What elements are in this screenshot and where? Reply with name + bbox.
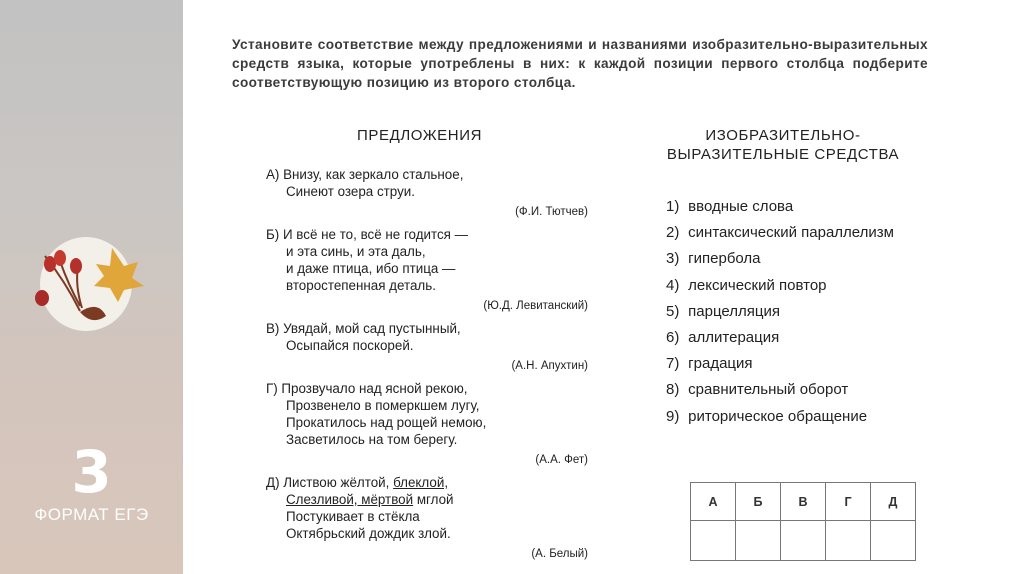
sentence-text: Д) Листвою жёлтой, (266, 475, 394, 490)
means-item (666, 248, 894, 274)
sentence-text: мглой (413, 492, 454, 507)
means-label: аллитерация (688, 328, 780, 346)
means-item (666, 196, 894, 222)
sentence-a (266, 166, 588, 220)
answer-header-cell: Д (871, 483, 916, 521)
sentence-line: В) Увядай, мой сад пустынный, (266, 321, 461, 336)
sidebar (0, 0, 183, 574)
sentence-line: и эта синь, и эта даль, (286, 244, 426, 259)
sentence-author: (Ф.И. Тютчев) (515, 206, 588, 218)
sentence-author: (Ю.Д. Левитанский) (483, 300, 588, 312)
sentences-heading: ПРЕДЛОЖЕНИЯ (357, 127, 483, 144)
format-label: ФОРМАТ ЕГЭ (34, 505, 149, 524)
answer-cell[interactable] (691, 521, 736, 561)
sentence-line: Постукивает в стёкла (286, 509, 420, 524)
task-number: 3 (71, 438, 112, 506)
autumn-leaves-illustration (20, 236, 152, 332)
sentence-line: Осыпайся поскорей. (286, 338, 414, 353)
means-number: 7) (666, 355, 680, 373)
sentence-line: Г) Прозвучало над ясной рекою, (266, 381, 468, 396)
sentence-line: Октябрьский дождик злой. (286, 526, 451, 541)
sentence-author: (А.А. Фет) (535, 454, 588, 466)
answer-cell[interactable] (871, 521, 916, 561)
means-heading: ИЗОБРАЗИТЕЛЬНО-ВЫРАЗИТЕЛЬНЫЕ СРЕДСТВА (666, 127, 900, 163)
sentence-line: Прозвенело в померкшем лугу, (286, 398, 480, 413)
sentences-column (266, 166, 588, 568)
answer-header-cell: Г (826, 483, 871, 521)
means-item (666, 301, 894, 327)
means-number: 9) (666, 407, 680, 425)
underlined-text: блеклой, (393, 475, 449, 490)
means-label: синтаксический параллелизм (688, 224, 894, 242)
sentence-b (266, 226, 588, 314)
means-number: 3) (666, 250, 680, 268)
sentence-line (266, 474, 588, 491)
answer-header-cell: Б (736, 483, 781, 521)
underlined-text: Слезливой, мёртвой (286, 492, 414, 507)
means-label: лексический повтор (688, 276, 827, 294)
answer-header-cell: В (781, 483, 826, 521)
answer-input-row (691, 521, 916, 561)
sentence-line: второстепенная деталь. (286, 278, 436, 293)
sentence-author: (А. Белый) (531, 548, 588, 560)
means-item (666, 275, 894, 301)
sentence-g (266, 380, 588, 468)
task-instruction: Установите соответствие между предложениями и названиями изобразительно-выразительных средств языка, которые употреблены в них: к каждой позиции первого столбца подберите соответствующую позицию из второго столбца. (232, 37, 928, 90)
means-number: 4) (666, 276, 680, 294)
means-number: 6) (666, 328, 680, 346)
sentence-line: Прокатилось над рощей немою, (286, 415, 487, 430)
means-number: 8) (666, 381, 680, 399)
sentence-author: (А.Н. Апухтин) (511, 360, 588, 372)
means-item (666, 379, 894, 405)
answer-cell[interactable] (781, 521, 826, 561)
rosehip-berry-icon (54, 250, 66, 266)
answer-cell[interactable] (736, 521, 781, 561)
means-item (666, 327, 894, 353)
answer-table (690, 482, 916, 561)
means-label: риторическое обращение (688, 407, 868, 425)
sentence-line: и даже птица, ибо птица — (286, 261, 456, 276)
means-item (666, 406, 894, 432)
means-item (666, 353, 894, 379)
means-label: парцелляция (688, 302, 780, 320)
answer-header-cell: А (691, 483, 736, 521)
means-number: 2) (666, 224, 680, 242)
sentence-d (266, 474, 588, 562)
rosehip-berry-icon (70, 258, 82, 274)
means-number: 5) (666, 302, 680, 320)
means-item (666, 222, 894, 248)
answer-header-row (691, 483, 916, 521)
means-label: вводные слова (688, 198, 794, 215)
sentence-line: А) Внизу, как зеркало стальное, (266, 167, 464, 182)
rosehip-berry-icon (35, 290, 49, 306)
means-label: гипербола (688, 250, 761, 268)
sentence-line: Засветилось на том берегу. (286, 432, 458, 447)
answer-cell[interactable] (826, 521, 871, 561)
sentence-line: Синеют озера струи. (286, 184, 415, 199)
sentence-line: Б) И всё не то, всё не годится — (266, 227, 469, 242)
sentence-v (266, 320, 588, 374)
means-number: 1) (666, 198, 680, 215)
sentence-line (266, 491, 588, 508)
means-label: градация (688, 355, 753, 373)
means-label: сравнительный оборот (688, 381, 849, 399)
means-list (666, 196, 894, 432)
